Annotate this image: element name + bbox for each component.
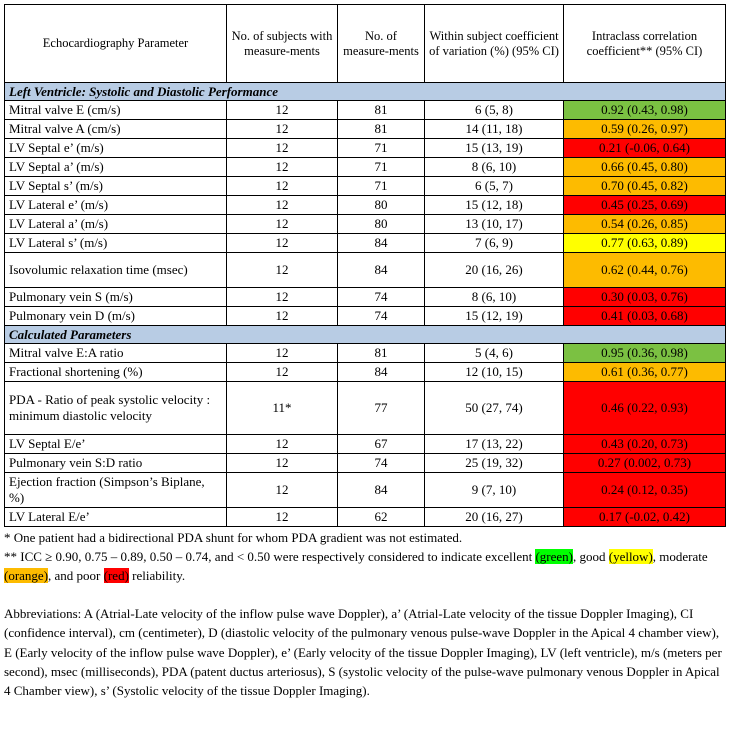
cell-cv: 14 (11, 18) [425,120,564,139]
cell-parameter: LV Lateral e’ (m/s) [5,196,227,215]
cell-icc: 0.54 (0.26, 0.85) [564,215,726,234]
cell-parameter: Pulmonary vein D (m/s) [5,307,227,326]
cell-icc: 0.92 (0.43, 0.98) [564,101,726,120]
cell-subjects: 12 [227,234,338,253]
cell-parameter: Ejection fraction (Simpson’s Biplane, %) [5,473,227,508]
cell-icc: 0.77 (0.63, 0.89) [564,234,726,253]
cell-subjects: 12 [227,158,338,177]
cell-measurements: 81 [338,101,425,120]
cell-icc: 0.45 (0.25, 0.69) [564,196,726,215]
table-row [5,382,726,435]
cell-parameter: Pulmonary vein S (m/s) [5,288,227,307]
cell-icc: 0.24 (0.12, 0.35) [564,473,726,508]
cell-cv: 20 (16, 26) [425,253,564,288]
cell-icc: 0.62 (0.44, 0.76) [564,253,726,288]
table-row [5,344,726,363]
cell-cv: 9 (7, 10) [425,473,564,508]
cell-subjects: 12 [227,215,338,234]
cell-icc: 0.17 (-0.02, 0.42) [564,508,726,527]
cell-cv: 20 (16, 27) [425,508,564,527]
cell-cv: 7 (6, 9) [425,234,564,253]
table-row [5,363,726,382]
cell-measurements: 84 [338,253,425,288]
cell-measurements: 71 [338,158,425,177]
table-row [5,120,726,139]
table-row [5,139,726,158]
cell-parameter: LV Lateral a’ (m/s) [5,215,227,234]
legend-yellow: (yellow) [608,549,653,564]
cell-measurements: 74 [338,288,425,307]
cell-parameter: LV Septal s’ (m/s) [5,177,227,196]
table-row [5,196,726,215]
table-row [5,253,726,288]
table-row [5,288,726,307]
cell-parameter: Pulmonary vein S:D ratio [5,454,227,473]
section-row [5,326,726,344]
footnote-suffix: reliability. [128,568,186,583]
cell-measurements: 84 [338,473,425,508]
cell-icc: 0.59 (0.26, 0.97) [564,120,726,139]
table-row [5,234,726,253]
table-row [5,307,726,326]
cell-parameter: Fractional shortening (%) [5,363,227,382]
cell-subjects: 12 [227,101,338,120]
cell-cv: 15 (13, 19) [425,139,564,158]
table-row [5,101,726,120]
cell-subjects: 12 [227,307,338,326]
footnote-icc [4,547,725,585]
cell-subjects: 12 [227,253,338,288]
cell-icc: 0.46 (0.22, 0.93) [564,382,726,435]
cell-icc: 0.27 (0.002, 0.73) [564,454,726,473]
cell-measurements: 80 [338,215,425,234]
cell-cv: 12 (10, 15) [425,363,564,382]
cell-parameter: Mitral valve E:A ratio [5,344,227,363]
cell-measurements: 71 [338,177,425,196]
document [4,4,725,700]
cell-cv: 6 (5, 8) [425,101,564,120]
cell-parameter: Mitral valve A (cm/s) [5,120,227,139]
cell-cv: 25 (19, 32) [425,454,564,473]
cell-parameter: Isovolumic relaxation time (msec) [5,253,227,288]
cell-cv: 50 (27, 74) [425,382,564,435]
cell-parameter: LV Lateral s’ (m/s) [5,234,227,253]
cell-parameter: PDA - Ratio of peak systolic velocity : minimum diastolic velocity [5,382,227,435]
cell-subjects: 11* [227,382,338,435]
cell-subjects: 12 [227,288,338,307]
cell-measurements: 71 [338,139,425,158]
cell-measurements: 81 [338,120,425,139]
cell-icc: 0.30 (0.03, 0.76) [564,288,726,307]
cell-cv: 5 (4, 6) [425,344,564,363]
cell-cv: 8 (6, 10) [425,288,564,307]
table-row [5,454,726,473]
legend-orange: (orange) [4,568,49,583]
cell-measurements: 81 [338,344,425,363]
table-row [5,158,726,177]
cell-parameter: Mitral valve E (cm/s) [5,101,227,120]
table-row [5,508,726,527]
cell-parameter: LV Septal e’ (m/s) [5,139,227,158]
cell-subjects: 12 [227,120,338,139]
cell-parameter: LV Septal E/e’ [5,435,227,454]
cell-cv: 15 (12, 18) [425,196,564,215]
reliability-table [4,4,726,527]
cell-subjects: 12 [227,139,338,158]
header-cv: Within subject coefficient of variation (%) (95% CI) [425,5,564,83]
cell-cv: 8 (6, 10) [425,158,564,177]
table-header-row [5,5,726,83]
table-row [5,215,726,234]
cell-subjects: 12 [227,435,338,454]
footnote-sep: , good [572,549,609,564]
footnote-star: * One patient had a bidirectional PDA shunt for whom PDA gradient was not estimated. [4,530,463,545]
cell-measurements: 62 [338,508,425,527]
cell-subjects: 12 [227,196,338,215]
cell-subjects: 12 [227,454,338,473]
cell-measurements: 84 [338,234,425,253]
header-parameter: Echocardiography Parameter [5,5,227,83]
cell-subjects: 12 [227,344,338,363]
header-subjects: No. of subjects with measure-ments [227,5,338,83]
cell-cv: 17 (13, 22) [425,435,564,454]
cell-icc: 0.70 (0.45, 0.82) [564,177,726,196]
cell-icc: 0.61 (0.36, 0.77) [564,363,726,382]
footnote-sep: , moderate [652,549,708,564]
cell-parameter: LV Lateral E/e’ [5,508,227,527]
cell-cv: 6 (5, 7) [425,177,564,196]
cell-subjects: 12 [227,177,338,196]
cell-subjects: 12 [227,363,338,382]
cell-measurements: 77 [338,382,425,435]
legend-red: (red) [103,568,129,583]
section-title: Calculated Parameters [5,326,726,344]
section-row [5,83,726,101]
cell-measurements: 84 [338,363,425,382]
footnotes [4,528,725,585]
footnote-sep: , and poor [48,568,104,583]
table-row [5,177,726,196]
cell-measurements: 67 [338,435,425,454]
cell-cv: 15 (12, 19) [425,307,564,326]
cell-icc: 0.66 (0.45, 0.80) [564,158,726,177]
cell-measurements: 80 [338,196,425,215]
cell-subjects: 12 [227,473,338,508]
cell-parameter: LV Septal a’ (m/s) [5,158,227,177]
section-title: Left Ventricle: Systolic and Diastolic Performance [5,83,726,101]
cell-measurements: 74 [338,454,425,473]
cell-icc: 0.43 (0.20, 0.73) [564,435,726,454]
cell-subjects: 12 [227,508,338,527]
table-row [5,473,726,508]
table-row [5,435,726,454]
cell-icc: 0.21 (-0.06, 0.64) [564,139,726,158]
footnote-icc-text: ** ICC ≥ 0.90, 0.75 – 0.89, 0.50 – 0.74, and < 0.50 were respectively considered to indicate excellent [4,549,536,564]
header-measurements: No. of measure-ments [338,5,425,83]
header-icc: Intraclass correlation coefficient** (95% CI) [564,5,726,83]
abbreviations: Abbreviations: A (Atrial-Late velocity of the inflow pulse wave Doppler), a’ (Atrial-Late velocity of the tissue Doppler Imaging), CI (confidence interval), cm (centimeter), D (diastolic velocity of the pulmonary venous pulse-wave Doppler in the Apical 4 chamber view), E (Early velocity of the inflow pulse wave Doppler), e’ (Early velocity of the tissue Doppler Imaging), LV (left ventricle), m/s (meters per second), msec (milliseconds), PDA (patent ductus arteriosus), S (systolic velocity of the pulse-wave pulmonary venous Doppler in Apical 4 Chamber view), s’ (Systolic velocity of the tissue Doppler Imaging). [4,606,722,699]
cell-cv: 13 (10, 17) [425,215,564,234]
cell-icc: 0.95 (0.36, 0.98) [564,344,726,363]
legend-green: (green) [535,549,573,564]
cell-icc: 0.41 (0.03, 0.68) [564,307,726,326]
cell-measurements: 74 [338,307,425,326]
